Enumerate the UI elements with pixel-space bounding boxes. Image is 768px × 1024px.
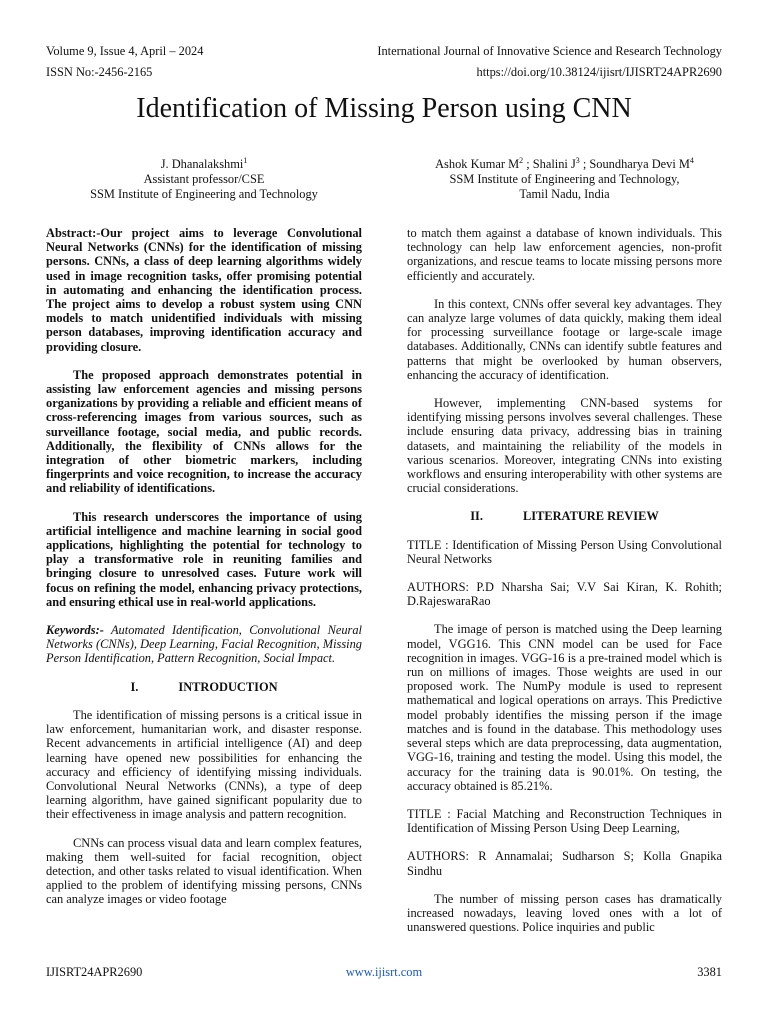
keywords-text: Automated Identification, Convolutional Neural Networks (CNNs), Deep Learning, Facial Recognition, Missing Person Identification, Pattern Recognition, Social Impact.	[46, 623, 362, 666]
author-sup: 1	[243, 156, 248, 165]
body-paragraph: However, implementing CNN-based systems for identifying missing persons involves several challenges. These include ensuring data privacy, addressing bias in training datasets, and maintaining the reliability of the models in various scenarios. Moreover, integrating CNNs into existing workflows and ensuring interoperability with other systems are crucial considerations.	[407, 396, 722, 496]
paper-title: Identification of Missing Person using CNN	[136, 93, 632, 124]
body-paragraph: In this context, CNNs offer several key advantages. They can analyze large volumes of data quickly, making them ideal for processing surveillance footage or large-scale image databases. Additionally, CNNs can identify subtle features and patterns that might be overlooked by human observers, enhancing the accuracy of identification.	[407, 296, 722, 382]
journal-volume: Volume 9, Issue 4, April – 2024	[46, 44, 204, 58]
author-affiliation: SSM Institute of Engineering and Technology,	[449, 172, 680, 187]
section-title: INTRODUCTION	[178, 679, 278, 694]
keywords	[46, 623, 362, 666]
body-paragraph: The identification of missing persons is a critical issue in law enforcement, humanitarian work, and disaster response. Recent advancements in artificial intelligence (AI) and deep learning have opened new possibilities for enhancing the accuracy and efficiency of identifying missing individuals. Convolutional Neural Networks (CNNs), a type of deep learning algorithm, have gained significant popularity due to their effectiveness in image analysis and pattern recognition.	[46, 707, 362, 822]
left-column	[46, 226, 362, 921]
literature-title: TITLE : Identification of Missing Person Using Convolutional Neural Networks	[407, 537, 722, 566]
footer-paper-id: IJISRT24APR2690	[46, 965, 143, 979]
abstract-paragraph: The proposed approach demonstrates potential in assisting law enforcement agencies and missing persons organizations by providing a reliable and efficient means of cross-referencing images from various sources, such as surveillance footage, social media, and public records. Additionally, the flexibility of CNNs allows for the integration of other biometric markers, including fingerprints and voice recognition, to increase the accuracy and reliability of identifications.	[46, 367, 362, 496]
section-heading	[407, 509, 722, 523]
right-column	[407, 226, 722, 948]
author-block-right	[407, 153, 722, 202]
journal-name: International Journal of Innovative Science and Research Technology	[377, 44, 722, 58]
author-sup: 3	[575, 156, 580, 165]
issn: ISSN No:-2456-2165	[46, 65, 153, 79]
literature-authors: AUTHORS: R Annamalai; Sudharson S; Kolla Gnapika Sindhu	[407, 849, 722, 878]
section-title: LITERATURE REVIEW	[522, 509, 659, 524]
author-role: Assistant professor/CSE	[143, 172, 265, 187]
section-number: II.	[470, 509, 483, 524]
abstract-paragraph: This research underscores the importance of using artificial intelligence and machine learning in social good applications, highlighting the potential for technology to play a transformative role in reuniting families and bringing closure to unresolved cases. Future work will focus on refining the model, enhancing privacy protections, and ensuring ethical use in real-world applications.	[46, 509, 362, 609]
section-heading	[46, 680, 362, 694]
author-name: J. Dhanalakshmi	[160, 157, 244, 172]
author-sup: 4	[689, 156, 694, 165]
body-paragraph: CNNs can process visual data and learn complex features, making them well-suited for facial recognition, object detection, and other tasks related to visual identification. When applied to the problem of identifying missing persons, CNNs can analyze images or video footage	[46, 835, 362, 907]
doi-link[interactable]: https://doi.org/10.38124/ijisrt/IJISRT24APR2690	[476, 65, 722, 79]
author-name: ; Shalini J	[523, 157, 576, 172]
author-block-left	[46, 153, 362, 202]
author-sup: 2	[519, 156, 524, 165]
literature-body: The image of person is matched using the Deep learning model, VGG16. This CNN model can be used for Face recognition in images. VGG-16 is a pre-trained model which is run on millions of images. Those weights are used in our proposed work. The NumPy module is used to represent mathematical and logical operations on arrays. This Predictive model probably identifies the missing person if the image matches and is found in the database. This methodology uses several steps which are data preprocessing, data augmentation, VGG-16, training and testing the model. Using this model, the accuracy for the training data is 90.01%. On testing, the accuracy obtained is 85.21%.	[407, 622, 722, 793]
literature-body: The number of missing person cases has dramatically increased nowadays, leaving loved ones with a lot of unanswered questions. Police inquiries and public	[407, 891, 722, 935]
page-number: 3381	[697, 965, 722, 979]
literature-authors: AUTHORS: P.D Nharsha Sai; V.V Sai Kiran, K. Rohith; D.RajeswaraRao	[407, 580, 722, 609]
body-paragraph: to match them against a database of known individuals. This technology can help law enforcement agencies, non-profit organizations, and rescue teams to locate missing persons more efficiently and accurately.	[407, 226, 722, 283]
author-affiliation: SSM Institute of Engineering and Technology	[90, 187, 318, 202]
abstract-paragraph: Abstract:-Our project aims to leverage Convolutional Neural Networks (CNNs) for the identification of missing persons. CNNs, a class of deep learning algorithms widely used in image recognition tasks, offer promising potential in automating and enhancing the identification process. The project aims to develop a robust system using CNN models to match unidentified individuals with missing person databases, improving identification accuracy and providing closure.	[46, 226, 362, 354]
section-number: I.	[130, 679, 139, 694]
author-name: Ashok Kumar M	[435, 157, 520, 172]
literature-title: TITLE : Facial Matching and Reconstruction Techniques in Identification of Missing Person Using Deep Learning,	[407, 806, 722, 836]
keywords-label: Keywords:-	[46, 623, 104, 638]
author-name: ; Soundharya Devi M	[579, 157, 690, 172]
footer-website-link[interactable]: www.ijisrt.com	[345, 965, 423, 979]
author-location: Tamil Nadu, India	[519, 187, 610, 202]
